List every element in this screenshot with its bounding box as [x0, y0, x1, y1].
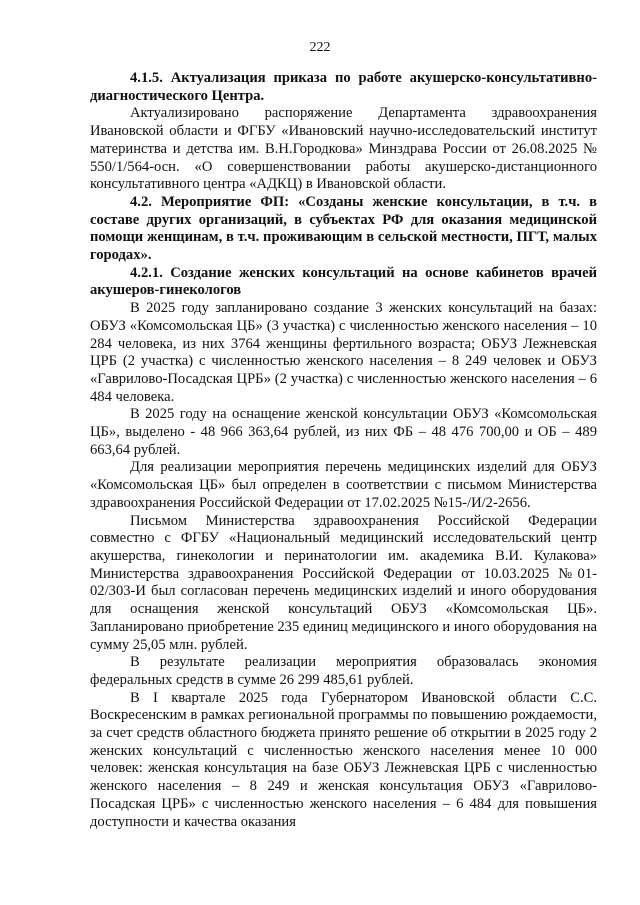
page-number: 222 — [309, 40, 331, 55]
heading-4-2: 4.2. Мероприятие ФП: «Созданы женские консультации, в т.ч. в составе других организаций, в субъектах РФ для оказания медицинской помощи женщинам, в т.ч. проживающим в сельской местности, ПГТ, малых городах». — [90, 193, 597, 264]
paragraph-savings: В результате реализации мероприятия образовалась экономия федеральных средств в сумме 26 299 485,61 рублей. — [90, 654, 597, 688]
paragraph-adkc-order: Актуализировано распоряжение Департамента здравоохранения Ивановской области и ФГБУ «Ивановский научно-исследовательский институт материнства и детства им. В.Н.Городкова» Минздрава России от 26.08.2025 № 550/1/564-осн. «О совершенствовании работы акушерско-дистанционного консультативного центра «АДКЦ) в Ивановской области. — [90, 105, 597, 193]
paragraph-ministry-letter: Письмом Министерства здравоохранения Российской Федерации совместно с ФГБУ «Национальный медицинский исследовательский центр акушерства, гинекологии и перинатологии им. академика В.И. Кулакова» Министерства здравоохранения Российской Федерации от 10.03.2025 №01-02/303-И был согласован перечень медицинских изделий и иного оборудования для оснащения женской консультаций ОБУЗ «Комсомольская ЦБ». Запланировано приобретение 235 единиц медицинского и иного оборудования на сумму 25,05 млн. рублей. — [90, 512, 597, 653]
page-content — [90, 70, 597, 831]
paragraph-equipment-list: Для реализации мероприятия перечень медицинских изделий для ОБУЗ «Комсомольская ЦБ» был определен в соответствии с письмом Министерства здравоохранения Российской Федерации от 17.02.2025 №15-/И/2-2656. — [90, 459, 597, 511]
heading-4-2-1: 4.2.1. Создание женских консультаций на основе кабинетов врачей акушеров-гинекологов — [90, 264, 597, 299]
heading-4-1-5: 4.1.5. Актуализация приказа по работе акушерско-консультативно-диагностического Центра. — [90, 70, 597, 104]
paragraph-planned-consultations: В 2025 году запланировано создание 3 женских консультаций на базах: ОБУЗ «Комсомольская ЦБ» (3 участка) с численностью женского населения – 10 284 человека, из них 3764 женщины фертильного возраста; ОБУЗ Лежневская ЦРБ (2 участка) с численностью женского населения – 8 249 человек и ОБУЗ «Гаврилово-Посадская ЦРБ» (2 участка) с численностью женского населения – 6 484 человека. — [90, 300, 597, 405]
paragraph-governor-decision: В I квартале 2025 года Губернатором Ивановской области С.С. Воскресенским в рамках региональной программы по повышению рождаемости, за счет средств областного бюджета принято решение об открытии в 2025 году 2 женских консультаций с численностью женского населения менее 10 000 человек: женская консультация на базе ОБУЗ Лежневская ЦРБ с численностью женского населения – 8 249 и женская консультация ОБУЗ «Гаврилово-Посадская ЦРБ» с численностью женского населения – 6 484 для повышения доступности и качества оказания — [90, 689, 597, 830]
paragraph-funding: В 2025 году на оснащение женской консультации ОБУЗ «Комсомольская ЦБ», выделено - 48 966 363,64 рублей, из них ФБ – 48 476 700,00 и ОБ – 489 663,64 рублей. — [90, 406, 597, 458]
